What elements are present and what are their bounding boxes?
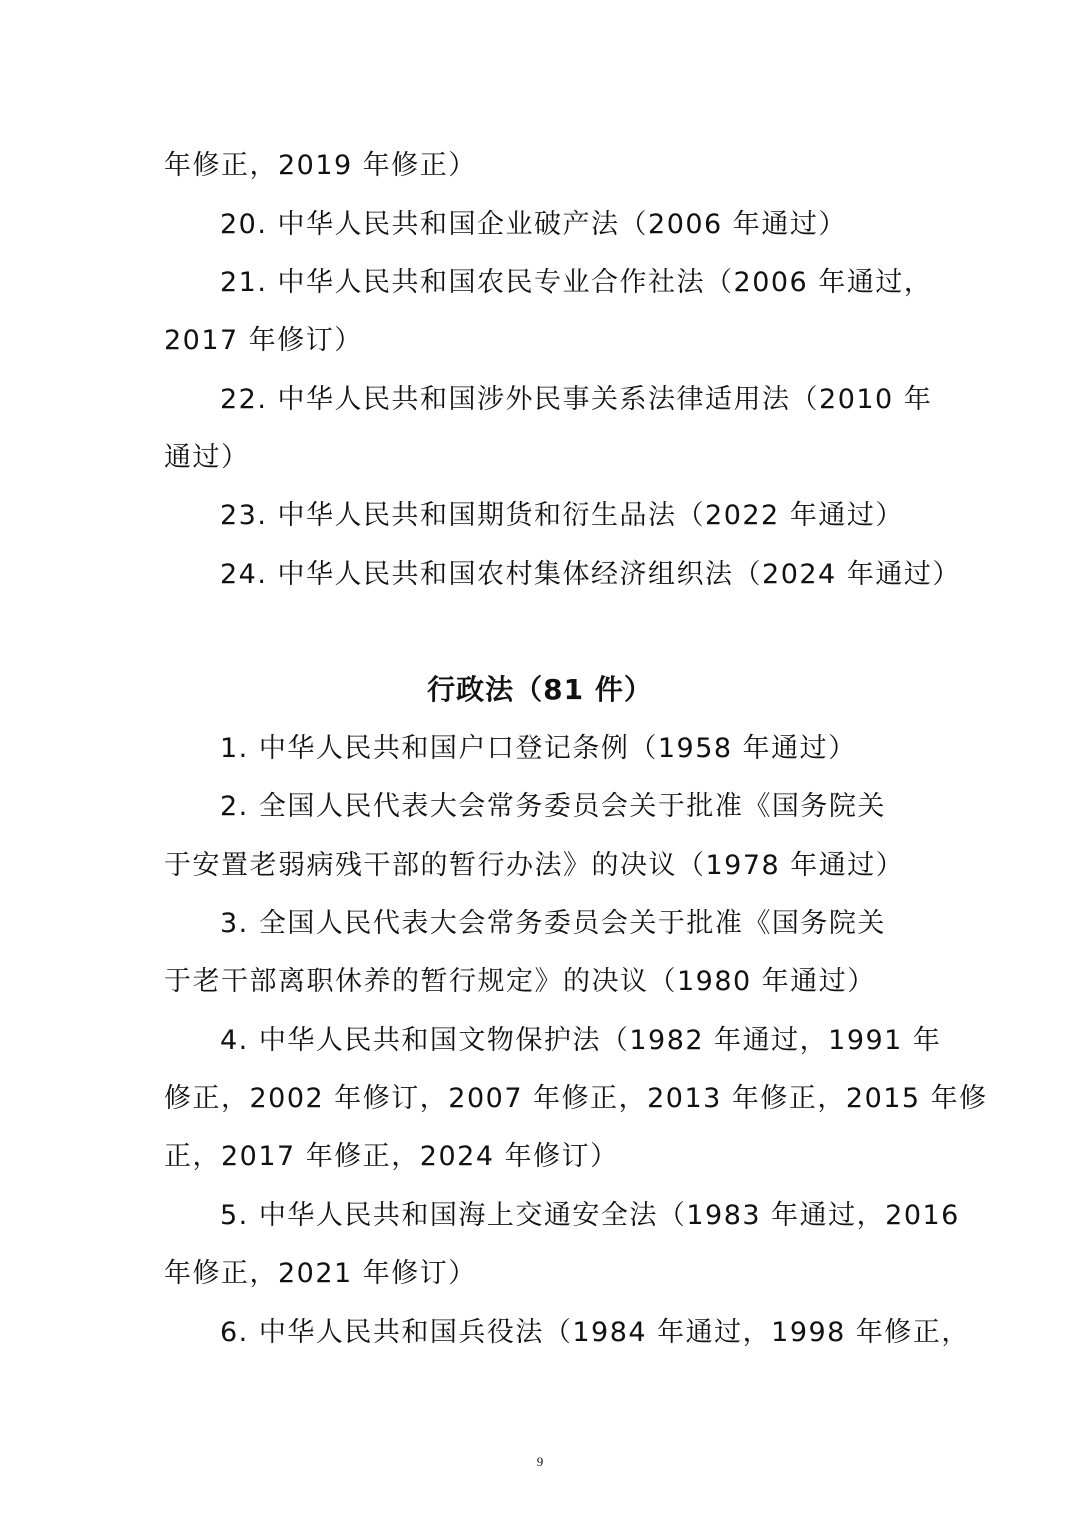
text-line: 年修正，2021 年修订） bbox=[164, 1258, 477, 1289]
text-line: 修正，2002 年修订，2007 年修正，2013 年修正，2015 年修 bbox=[164, 1083, 988, 1114]
list-item: 1. 中华人民共和国户口登记条例（1958 年通过） bbox=[220, 733, 857, 764]
section-heading: 行政法（81 件） bbox=[427, 673, 653, 706]
text-line: 通过） bbox=[164, 442, 250, 473]
text-line: 于老干部离职休养的暂行规定》的决议（1980 年通过） bbox=[164, 966, 876, 997]
list-item: 23. 中华人民共和国期货和衍生品法（2022 年通过） bbox=[220, 500, 904, 531]
text-line: 2017 年修订） bbox=[164, 325, 363, 356]
text-line: 正，2017 年修正，2024 年修订） bbox=[164, 1141, 619, 1172]
list-item: 22. 中华人民共和国涉外民事关系法律适用法（2010 年 bbox=[220, 384, 933, 415]
list-item: 24. 中华人民共和国农村集体经济组织法（2024 年通过） bbox=[220, 559, 961, 590]
list-item: 4. 中华人民共和国文物保护法（1982 年通过，1991 年 bbox=[220, 1025, 942, 1056]
list-item: 6. 中华人民共和国兵役法（1984 年通过，1998 年修正， bbox=[220, 1317, 970, 1348]
list-item: 3. 全国人民代表大会常务委员会关于批准《国务院关 bbox=[220, 908, 886, 939]
list-item: 21. 中华人民共和国农民专业合作社法（2006 年通过， bbox=[220, 267, 933, 298]
list-item: 2. 全国人民代表大会常务委员会关于批准《国务院关 bbox=[220, 791, 886, 822]
page-number: 9 bbox=[536, 1454, 544, 1469]
text-line: 年修正，2019 年修正） bbox=[164, 150, 477, 181]
list-item: 5. 中华人民共和国海上交通安全法（1983 年通过，2016 bbox=[220, 1200, 960, 1231]
text-line: 于安置老弱病残干部的暂行办法》的决议（1978 年通过） bbox=[164, 850, 905, 881]
list-item: 20. 中华人民共和国企业破产法（2006 年通过） bbox=[220, 209, 847, 240]
